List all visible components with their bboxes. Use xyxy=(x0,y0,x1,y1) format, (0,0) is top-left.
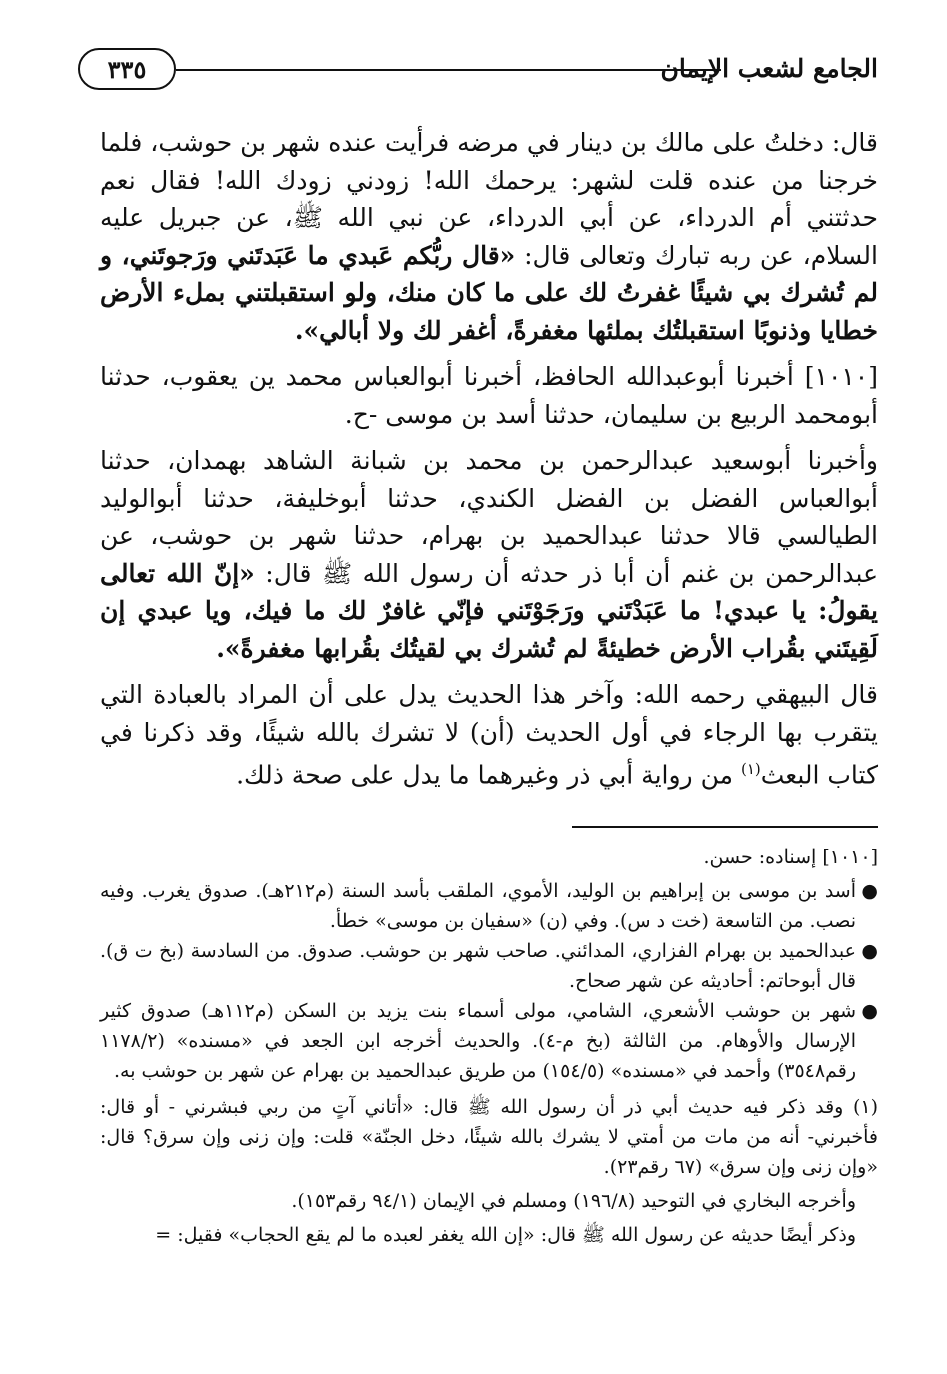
p3-narration: وأخبرنا أبوسعيد عبدالرحمن بن محمد بن شبانة الشاهد بهمدان، حدثنا أبوالعباس الفضل بن الفضل الكندي، حدثنا أبوخليفة، حدثنا أبوالوليد الطيالسي قالا حدثنا عبدالحميد بن بهرام، حدثنا شهر بن حوشب، عن عبدالرحمن بن غنم أن أبا ذر حدثه أن رسول الله ﷺ قال: xyxy=(100,446,878,588)
footnote-1-continuation: وذكر أيضًا حديثه عن رسول الله ﷺ قال: «إن الله يغفر لعبده ما لم يقع الحجاب» فقيل: = xyxy=(155,1224,856,1246)
bullet-icon: ● xyxy=(861,940,878,962)
footnotes xyxy=(100,842,878,1250)
bullet-icon: ● xyxy=(861,880,878,902)
narrator-text: أسد بن موسى بن إبراهيم بن الوليد، الأموي، الملقب بأسد السنة (م٢١٢هـ). صدوق يغرب. وفيه نصب. من التاسعة (خت د س). وفي (ن) «سفيان بن موسى» خطأ. xyxy=(100,880,856,932)
p3-hadith-quote: «إنّ الله تعالى يقولُ: يا عبدي! ما عَبَدْتَني ورَجَوْتَني فإنّي غافرٌ لك ما فيك، ويا عبدي إن لَقِيتَني بقُراب الأرض خطيئةً لم تُشرك بي لقيتُك بقُرابها مغفرةً». xyxy=(100,558,878,663)
paragraph-3 xyxy=(100,442,878,667)
paragraph-4 xyxy=(100,676,878,794)
paragraph-1 xyxy=(100,124,878,349)
bullet-icon: ● xyxy=(861,1000,878,1022)
footnote-ref-1[interactable]: (١) xyxy=(740,760,761,778)
p4-text-before: قال البيهقي رحمه الله: وآخر هذا الحديث يدل على أن المراد بالعبادة التي يتقرب بها الرجاء في أول الحديث (أن) لا تشرك بالله شيئًا، وقد ذكرنا في كتاب البعث xyxy=(100,680,878,790)
p1-hadith-quote: «قال ربُّكم عَبدي ما عَبَدتَني ورَجوتَني، و لم تُشرك بي شيئًا غفرتُ لك على ما كان منك، ولو استقبلتني بملء الأرض خطايا وذنوبًا استقبلتُك بملئها مغفرةً، أغفر لك ولا أبالي». xyxy=(100,240,878,345)
p1-narration: قال: دخلتُ على مالك بن دينار في مرضه فرأيت عنده شهر بن حوشب، فلما خرجنا من عنده قلت لشهر: يرحمك الله! زودني زودك الله! فقال نعم حدثتني أم الدرداء، عن أبي الدرداء، عن نبي الله ﷺ، عن جبريل عليه السلام، عن ربه تبارك وتعالى قال: xyxy=(100,128,878,270)
narrator-item xyxy=(100,876,878,936)
narrator-item xyxy=(100,936,878,996)
p4-text-after: من رواية أبي ذر وغيرهما ما يدل على صحة ذلك. xyxy=(236,760,741,790)
header-rule xyxy=(176,69,721,71)
narrator-text: شهر بن حوشب الأشعري، الشامي، مولى أسماء بنت يزيد بن السكن (م١١٢هـ) صدوق كثير الإرسال والأوهام. من الثالثة (بخ م-٤). والحديث أخرجه ابن الجعد في «مسنده» (١١٧٨/٢ رقم٣٥٤٨) وأحمد في «مسنده» (١٥٤/٥) من طريق عبدالحميد بن بهرام عن شهر بن حوشب به. xyxy=(100,1000,856,1082)
running-title: الجامع لشعب الإيمان xyxy=(660,54,878,83)
narrator-list xyxy=(100,876,878,1086)
narrator-item xyxy=(100,996,878,1086)
page-number: ٣٣٥ xyxy=(78,48,176,90)
paragraph-2-isnad: [١٠١٠] أخبرنا أبوعبدالله الحافظ، أخبرنا أبوالعباس محمد ين يعقوب، حدثنا أبومحمد الربيع بن سليمان، حدثنا أسد بن موسى -ح. xyxy=(100,362,878,429)
footnote-separator xyxy=(572,826,878,828)
footnote-1: (١) وقد ذكر فيه حديث أبي ذر أن رسول الله ﷺ قال: «أتاني آتٍ من ربي فبشرني - أو قال: فأخبرني- أنه من مات من أمتي لا يشرك بالله شيئًا، دخل الجنّة» قلت: وإن زنى وإن سرق؟ قال: «وإن زنى وإن سرق» (٦٧ رقم٢٣). xyxy=(100,1096,879,1178)
main-text xyxy=(100,124,878,794)
narrator-text: عبدالحميد بن بهرام الفزاري، المدائني. صاحب شهر بن حوشب. صدوق. من السادسة (بخ ت ق). قال أبوحاتم: أحاديثه عن شهر صحاح. xyxy=(100,940,856,992)
page-header xyxy=(78,40,878,106)
isnad-grade: [١٠١٠] إسناده: حسن. xyxy=(703,846,878,868)
footnote-1-continuation: وأخرجه البخاري في التوحيد (١٩٦/٨) ومسلم في الإيمان (٩٤/١ رقم١٥٣). xyxy=(291,1190,856,1212)
